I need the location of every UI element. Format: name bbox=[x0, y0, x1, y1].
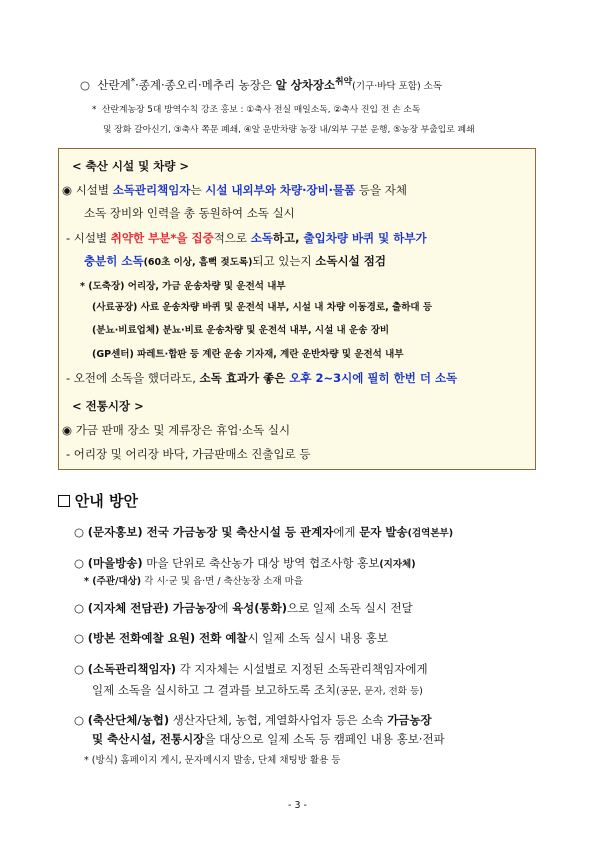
circle-bullet-icon: ○ bbox=[74, 525, 85, 539]
guide-item-livestock-groups: ○ (축산단체/농협) 생산자단체, 농협, 계열화사업자 등은 소속 가금농장 bbox=[74, 713, 432, 727]
circle-bullet-icon: ○ bbox=[74, 662, 85, 676]
page-number: - 3 - bbox=[288, 800, 307, 811]
box-item-facility-manager-2: 소독 장비와 인력을 총 동원하여 소독 실시 bbox=[84, 206, 295, 220]
circle-bullet-icon: ○ bbox=[74, 713, 85, 727]
guide-item-disinfection-manager-2: 일제 소독을 실시하고 그 결과를 보고하도록 조치(공문, 문자, 전화 등) bbox=[92, 683, 423, 697]
sub-gp-center: (GP센터) 파레트·합판 등 계란 운송 기자재, 계란 운반차량 및 운전석 내부 bbox=[92, 349, 404, 360]
box-header-facilities: < 축산 시설 및 차량 > bbox=[72, 159, 190, 173]
square-bullet-icon bbox=[58, 495, 70, 507]
circle-bullet-icon: ○ bbox=[74, 601, 85, 615]
bullet-egg-loading: ○ 산란계*·종계·종오리·메추리 농장은 알 상차장소$^{취약}$(기구·바닥 포함) 소독 bbox=[80, 77, 443, 92]
box-header-market: < 전통시장 > bbox=[72, 399, 144, 413]
sub-manure-company: (분뇨·비료업체) 분뇨·비료 운송차량 및 운전석 내부, 시설 내 운송 장비 bbox=[92, 325, 390, 336]
section-heading-guide: 안내 방안 bbox=[58, 490, 138, 511]
guide-item-local-officer: ○ (지자체 전담관) 가금농장에 육성(통화)으로 일제 소독 실시 전달 bbox=[74, 601, 413, 615]
box-item-market-closure: ◉ 가금 판매 장소 및 계류장은 휴업·소독 실시 bbox=[62, 423, 291, 437]
box-item-facility-manager: ◉ 시설별 소독관리책임자는 시설 내외부와 차량·장비·물품 등을 자체 bbox=[62, 183, 408, 197]
note-layer-farm-rules: * 산란계농장 5대 방역수칙 강조 홍보 : ①축사 전실 매일소독, ②축사 진입 전 손 소독 bbox=[92, 105, 421, 115]
circle-bullet-icon: ○ bbox=[80, 77, 91, 92]
circle-bullet-icon: ○ bbox=[74, 556, 85, 570]
guide-item-phone-survey: ○ (방본 전화예찰 요원) 전화 예찰시 일제 소독 실시 내용 홍보 bbox=[74, 631, 389, 645]
target-bullet-icon: ◉ bbox=[62, 423, 73, 437]
guide-note-village: * (주관/대상) 각 시·군 및 읍·면 / 축산농장 소재 마을 bbox=[84, 576, 304, 587]
guide-item-village-broadcast: ○ (마을방송) 마을 단위로 축산농가 대상 방역 협조사항 홍보(지자체) bbox=[74, 556, 416, 570]
box-item-market-cages: - 어리장 및 어리장 바닥, 가금판매소 진출입로 등 bbox=[66, 447, 311, 461]
sub-slaughterhouse: * (도축장) 어리장, 가금 운송차량 및 운전석 내부 bbox=[80, 281, 286, 292]
target-bullet-icon: ◉ bbox=[62, 183, 73, 197]
circle-bullet-icon: ○ bbox=[74, 631, 85, 645]
sub-feed-factory: (사료공장) 사료 운송차량 바퀴 및 운전석 내부, 시설 내 차량 이동경로, 출하대 등 bbox=[92, 302, 433, 313]
guide-item-livestock-groups-2: 및 축산시설, 전통시장을 대상으로 일제 소독 등 캠페인 내용 홍보·전파 bbox=[92, 732, 445, 746]
guide-note-method: * (방식) 홈페이지 게시, 문자메시지 발송, 단체 채팅방 활용 등 bbox=[84, 755, 341, 766]
note-layer-farm-rules-2: 및 장화 갈아신기, ③축사 쪽문 폐쇄, ④알 운반차량 농장 내/외부 구분 운행, ⑤농장 부출입로 폐쇄 bbox=[103, 125, 475, 135]
box-item-afternoon-disinfect: - 오전에 소독을 했더라도, 소독 효과가 좋은 오후 2~3시에 필히 한번 더 소독 bbox=[66, 371, 458, 385]
guide-item-sms: ○ (문자홍보) 전국 가금농장 및 축산시설 등 관계자에게 문자 발송(검역본부) bbox=[74, 525, 454, 539]
guide-item-disinfection-manager: ○ (소독관리책임자) 각 지자체는 시설별로 지정된 소독관리책임자에게 bbox=[74, 662, 428, 676]
box-item-vulnerable-parts: - 시설별 취약한 부분*을 집중적으로 소독하고, 출입차량 바퀴 및 하부가 bbox=[66, 231, 427, 245]
box-item-vulnerable-parts-2: 충분히 소독(60초 이상, 흠뻑 젖도록)되고 있는지 소독시설 점검 bbox=[84, 254, 386, 268]
